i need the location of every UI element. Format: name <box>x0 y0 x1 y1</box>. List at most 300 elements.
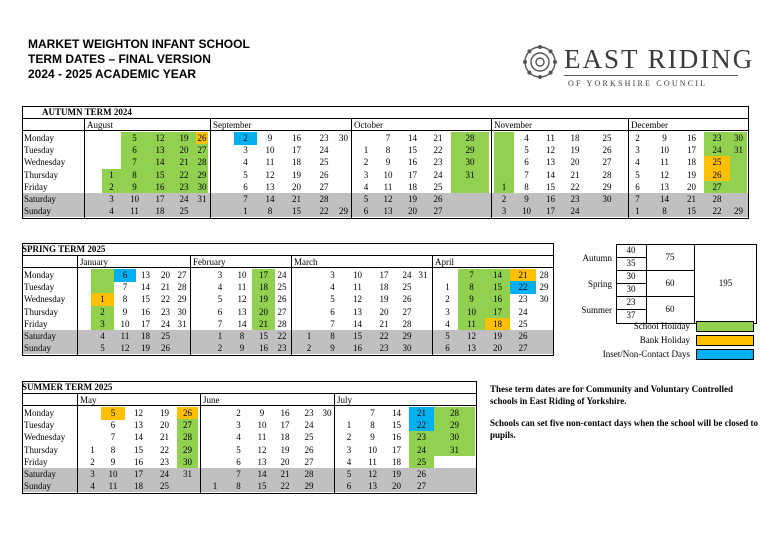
date-cell: 20 <box>379 306 389 317</box>
date-cell: 27 <box>304 456 314 467</box>
date-cell: 5 <box>217 294 223 305</box>
date-cell: 12 <box>237 294 247 305</box>
date-cell: 3 <box>635 145 640 156</box>
date-cell: 8 <box>385 145 391 156</box>
date-cell: 7 <box>635 194 640 204</box>
date-cell: 9 <box>330 343 335 354</box>
date-cell: 25 <box>160 481 169 492</box>
date-cell: 8 <box>132 169 137 180</box>
month-label-august: August <box>87 120 114 130</box>
legend-label: Bank Holiday <box>639 335 690 345</box>
date-cell: 13 <box>353 306 362 317</box>
date-cell: 25 <box>433 181 443 192</box>
date-cell: 8 <box>236 481 241 492</box>
date-cell: 28 <box>465 133 475 143</box>
date-cell: 11 <box>353 282 362 293</box>
date-cell: 30 <box>465 157 475 168</box>
date-cell: 6 <box>363 206 369 217</box>
date-cell: 1 <box>346 420 352 431</box>
date-cell: 31 <box>734 145 743 156</box>
date-cell: 23 <box>712 133 722 143</box>
date-cell: 23 <box>304 408 314 418</box>
date-cell: 15 <box>134 444 143 455</box>
date-cell: 13 <box>237 306 247 317</box>
logo-subtitle: OF YORKSHIRE COUNCIL <box>568 79 708 88</box>
date-cell: 18 <box>408 181 417 192</box>
date-cell: 1 <box>243 206 248 217</box>
date-cell: 22 <box>161 294 170 305</box>
date-cell: 4 <box>524 133 529 143</box>
summary-term-total: 60 <box>665 278 675 288</box>
date-cell: 19 <box>687 169 696 180</box>
date-cell: 24 <box>161 318 170 329</box>
date-cell: 4 <box>635 157 640 168</box>
month-divider <box>432 256 433 355</box>
date-cell: 9 <box>662 133 667 143</box>
date-cell: 17 <box>292 145 301 156</box>
date-cell: 13 <box>265 181 275 192</box>
highlight-h <box>451 181 489 194</box>
highlight-h <box>91 281 114 294</box>
date-cell: 22 <box>280 481 290 492</box>
date-cell: 20 <box>687 181 696 192</box>
date-cell: 20 <box>408 206 417 217</box>
date-cell: 9 <box>370 432 375 443</box>
date-cell: 11 <box>257 432 267 443</box>
date-cell: 28 <box>319 194 329 204</box>
date-cell: 26 <box>712 169 722 180</box>
day-label-thursday: Thursday <box>24 306 58 317</box>
month-label-september: September <box>213 120 252 130</box>
date-cell: 9 <box>469 294 474 305</box>
date-cell: 7 <box>217 318 223 329</box>
date-cell: 11 <box>130 206 139 217</box>
date-cell: 14 <box>392 408 401 418</box>
date-cell: 21 <box>280 469 290 479</box>
date-cell: 11 <box>120 331 130 341</box>
date-cell: 21 <box>259 318 268 329</box>
term-title: AUTUMN TERM 2024 <box>42 107 132 117</box>
date-cell: 29 <box>177 294 187 305</box>
date-cell: 21 <box>179 157 189 168</box>
date-cell: 28 <box>602 169 612 180</box>
date-cell: 18 <box>259 282 268 293</box>
day-label-friday: Friday <box>24 181 48 192</box>
date-cell: 9 <box>122 306 128 317</box>
date-cell: 5 <box>110 408 116 418</box>
date-cell: 25 <box>712 157 722 168</box>
date-cell: 23 <box>161 306 170 317</box>
month-divider <box>84 119 85 218</box>
date-cell: 27 <box>402 306 412 317</box>
date-cell: 13 <box>155 145 165 156</box>
date-cell: 4 <box>243 157 248 168</box>
date-cell: 4 <box>346 456 352 467</box>
date-cell: 2 <box>90 456 95 467</box>
date-cell: 24 <box>160 469 169 479</box>
date-cell: 29 <box>465 145 475 156</box>
academic-year: 2024 - 2025 ACADEMIC YEAR <box>28 67 197 81</box>
date-cell: 3 <box>363 169 369 180</box>
summary-term-spring: Spring <box>587 279 612 289</box>
date-cell: 17 <box>155 194 165 204</box>
legend-label: Inset/Non-Contact Days <box>602 349 690 359</box>
date-cell: 3 <box>236 420 241 431</box>
month-label-july: July <box>337 395 353 405</box>
date-cell: 13 <box>383 206 393 217</box>
date-cell: 5 <box>100 343 105 354</box>
date-cell: 21 <box>379 318 389 329</box>
date-cell: 19 <box>141 343 150 354</box>
date-cell: 7 <box>132 157 137 168</box>
date-cell: 19 <box>179 133 189 143</box>
date-cell: 24 <box>433 169 443 180</box>
date-cell: 17 <box>259 270 268 280</box>
date-cell: 12 <box>265 169 275 180</box>
highlight-h <box>730 169 747 182</box>
date-cell: 30 <box>402 343 412 354</box>
date-cell: 1 <box>306 331 312 341</box>
date-cell: 7 <box>236 469 241 479</box>
date-cell: 15 <box>257 481 267 492</box>
date-cell: 20 <box>161 270 170 280</box>
date-cell: 8 <box>110 444 116 455</box>
date-cell: 24 <box>402 270 412 280</box>
date-cell: 8 <box>330 331 335 341</box>
date-cell: 30 <box>197 181 207 192</box>
date-cell: 27 <box>433 206 443 217</box>
date-cell: 1 <box>90 444 95 455</box>
date-cell: 6 <box>635 181 640 192</box>
date-cell: 24 <box>417 444 426 455</box>
date-cell: 14 <box>493 270 502 280</box>
date-cell: 10 <box>467 306 476 317</box>
highlight-h <box>730 156 747 169</box>
date-cell: 27 <box>417 481 426 492</box>
day-label-sunday: Sunday <box>24 206 51 217</box>
date-cell: 31 <box>177 318 187 329</box>
date-cell: 15 <box>392 420 401 431</box>
highlight-h <box>494 132 514 145</box>
date-cell: 2 <box>635 133 640 143</box>
date-cell: 4 <box>236 432 241 443</box>
date-cell: 8 <box>469 282 474 293</box>
date-cell: 16 <box>141 306 150 317</box>
date-cell: 2 <box>363 157 369 168</box>
date-cell: 23 <box>319 133 329 143</box>
date-cell: 22 <box>319 206 329 217</box>
date-cell: 26 <box>319 169 329 180</box>
date-cell: 17 <box>141 318 150 329</box>
date-cell: 16 <box>155 181 165 192</box>
date-cell: 23 <box>160 456 169 467</box>
date-cell: 26 <box>304 444 314 455</box>
date-cell: 10 <box>265 145 275 156</box>
date-cell: 23 <box>518 294 528 305</box>
date-cell: 29 <box>734 206 743 217</box>
day-label-friday: Friday <box>24 456 48 467</box>
date-cell: 28 <box>304 469 314 479</box>
date-cell: 15 <box>141 294 150 305</box>
date-cell: 10 <box>368 444 377 455</box>
date-cell: 16 <box>546 194 555 204</box>
date-cell: 10 <box>660 145 669 156</box>
day-label-tuesday: Tuesday <box>24 282 55 293</box>
date-cell: 23 <box>570 194 580 204</box>
summary-term-summer: Summer <box>581 305 612 315</box>
date-cell: 6 <box>132 145 137 156</box>
date-cell: 19 <box>493 331 502 341</box>
date-cell: 13 <box>257 456 267 467</box>
legend-swatch <box>696 321 754 332</box>
date-cell: 1 <box>217 331 223 341</box>
date-cell: 10 <box>237 270 247 280</box>
date-cell: 22 <box>570 181 580 192</box>
date-cell: 24 <box>570 206 580 217</box>
date-cell: 8 <box>524 181 529 192</box>
date-cell: 12 <box>353 294 362 305</box>
date-cell: 29 <box>539 282 549 293</box>
date-cell: 26 <box>277 294 287 305</box>
date-cell: 16 <box>280 408 290 418</box>
day-label-friday: Friday <box>24 318 48 329</box>
date-cell: 13 <box>660 181 669 192</box>
date-cell: 8 <box>122 294 128 305</box>
date-cell: 13 <box>467 343 476 354</box>
date-cell: 12 <box>134 408 143 418</box>
date-cell: 28 <box>712 194 722 204</box>
date-cell: 26 <box>602 145 612 156</box>
rose-emblem-icon <box>522 44 558 80</box>
date-cell: 2 <box>501 194 507 204</box>
date-cell: 27 <box>197 145 207 156</box>
date-cell: 19 <box>160 408 169 418</box>
summary-half-a: 40 <box>626 245 636 255</box>
date-cell: 2 <box>236 408 241 418</box>
summary-half-b: 35 <box>626 258 636 268</box>
date-cell: 5 <box>445 331 450 341</box>
date-cell: 2 <box>346 432 352 443</box>
date-cell: 30 <box>539 294 549 305</box>
date-cell: 7 <box>110 432 116 443</box>
date-cell: 18 <box>134 481 143 492</box>
date-cell: 29 <box>197 169 207 180</box>
date-cell: 8 <box>370 420 375 431</box>
header-divider <box>22 405 477 406</box>
date-cell: 20 <box>160 420 169 431</box>
date-cell: 24 <box>179 194 189 204</box>
date-cell: 25 <box>602 133 612 143</box>
date-cell: 28 <box>183 432 192 443</box>
date-cell: 7 <box>385 133 391 143</box>
date-cell: 15 <box>353 331 362 341</box>
date-cell: 9 <box>267 133 273 143</box>
date-cell: 13 <box>134 420 143 431</box>
date-cell: 4 <box>90 481 95 492</box>
date-cell: 30 <box>322 408 332 418</box>
date-cell: 17 <box>134 469 143 479</box>
date-cell: 11 <box>546 133 555 143</box>
month-divider <box>491 119 492 218</box>
date-cell: 17 <box>546 206 555 217</box>
date-cell: 6 <box>524 157 529 168</box>
title-divider <box>22 118 749 119</box>
date-cell: 31 <box>450 444 459 455</box>
date-cell: 11 <box>368 456 377 467</box>
date-cell: 8 <box>239 331 245 341</box>
date-cell: 23 <box>417 432 426 443</box>
date-cell: 16 <box>353 343 362 354</box>
date-cell: 30 <box>183 456 192 467</box>
month-label-march: March <box>294 257 318 267</box>
date-cell: 12 <box>467 331 476 341</box>
date-cell: 11 <box>660 157 669 168</box>
date-cell: 6 <box>236 456 241 467</box>
note-scope: These term dates are for Community and Voluntary Controlled schools in East Riding of Yorkshire. <box>490 384 733 406</box>
date-cell: 21 <box>417 408 426 418</box>
date-cell: 3 <box>90 469 95 479</box>
date-cell: 23 <box>277 343 287 354</box>
date-cell: 21 <box>433 133 443 143</box>
date-cell: 14 <box>257 469 267 479</box>
date-cell: 20 <box>392 481 401 492</box>
date-cell: 2 <box>445 294 450 305</box>
date-cell: 13 <box>546 157 555 168</box>
date-cell: 20 <box>280 456 290 467</box>
date-cell: 26 <box>417 469 426 479</box>
date-cell: 11 <box>108 481 118 492</box>
date-cell: 23 <box>179 181 189 192</box>
date-cell: 20 <box>259 306 268 317</box>
date-cell: 22 <box>160 444 169 455</box>
date-cell: 10 <box>353 270 362 280</box>
highlight-h <box>91 269 114 282</box>
highlight-h <box>730 181 747 194</box>
highlight-h <box>494 169 514 182</box>
date-cell: 1 <box>363 145 369 156</box>
date-cell: 4 <box>363 181 369 192</box>
date-cell: 12 <box>383 194 393 204</box>
day-label-sunday: Sunday <box>24 481 51 492</box>
date-cell: 15 <box>493 282 502 293</box>
date-cell: 6 <box>243 181 248 192</box>
date-cell: 16 <box>408 157 417 168</box>
date-cell: 30 <box>602 194 612 204</box>
date-cell: 1 <box>445 282 450 293</box>
date-cell: 26 <box>402 294 412 305</box>
date-cell: 19 <box>570 145 580 156</box>
month-label-november: November <box>494 120 532 130</box>
date-cell: 6 <box>346 481 352 492</box>
date-cell: 27 <box>277 306 287 317</box>
date-cell: 12 <box>120 343 130 354</box>
day-label-thursday: Thursday <box>24 444 58 455</box>
date-cell: 16 <box>292 133 301 143</box>
date-cell: 30 <box>734 133 743 143</box>
date-cell: 14 <box>353 318 362 329</box>
date-cell: 16 <box>493 294 502 305</box>
date-cell: 18 <box>155 206 165 217</box>
date-cell: 14 <box>265 194 275 204</box>
date-cell: 25 <box>319 157 329 168</box>
date-cell: 2 <box>306 343 312 354</box>
date-cell: 7 <box>524 169 529 180</box>
date-cell: 17 <box>493 306 502 317</box>
date-cell: 18 <box>570 133 580 143</box>
date-cell: 18 <box>687 157 696 168</box>
date-cell: 25 <box>161 331 170 341</box>
summary-term-autumn: Autumn <box>582 253 612 263</box>
date-cell: 11 <box>467 318 476 329</box>
summary-half-a: 23 <box>626 297 636 307</box>
header-divider <box>22 267 554 268</box>
date-cell: 2 <box>217 343 223 354</box>
date-cell: 9 <box>132 181 137 192</box>
date-cell: 31 <box>465 169 475 180</box>
date-cell: 5 <box>524 145 529 156</box>
date-cell: 16 <box>687 133 696 143</box>
date-cell: 12 <box>257 444 267 455</box>
date-cell: 9 <box>110 456 116 467</box>
month-divider <box>190 256 191 355</box>
date-cell: 25 <box>277 282 287 293</box>
date-cell: 1 <box>100 294 105 305</box>
date-cell: 29 <box>304 481 314 492</box>
date-cell: 8 <box>662 206 667 217</box>
date-cell: 19 <box>408 194 417 204</box>
date-cell: 10 <box>522 206 531 217</box>
date-cell: 23 <box>433 157 443 168</box>
date-cell: 27 <box>319 181 329 192</box>
date-cell: 4 <box>445 318 450 329</box>
date-cell: 15 <box>408 145 417 156</box>
date-cell: 12 <box>660 169 669 180</box>
date-cell: 22 <box>712 206 722 217</box>
date-cell: 9 <box>524 194 529 204</box>
date-cell: 4 <box>330 282 335 293</box>
date-cell: 15 <box>687 206 696 217</box>
date-cell: 2 <box>109 181 114 192</box>
date-cell: 11 <box>265 157 275 168</box>
date-cell: 12 <box>368 469 377 479</box>
date-cell: 6 <box>217 306 223 317</box>
date-cell: 4 <box>109 206 114 217</box>
date-cell: 18 <box>292 157 301 168</box>
date-cell: 4 <box>100 331 105 341</box>
date-cell: 25 <box>417 456 426 467</box>
day-label-saturday: Saturday <box>24 469 56 479</box>
date-cell: 3 <box>100 318 105 329</box>
date-cell: 17 <box>687 145 696 156</box>
date-cell: 25 <box>179 206 189 217</box>
date-cell: 13 <box>368 481 377 492</box>
summary-half-a: 30 <box>626 271 636 281</box>
date-cell: 26 <box>183 408 192 418</box>
date-cell: 5 <box>363 194 369 204</box>
date-cell: 9 <box>385 157 391 168</box>
date-cell: 10 <box>120 318 130 329</box>
date-cell: 24 <box>518 306 528 317</box>
summary-half-b: 37 <box>626 310 636 320</box>
date-cell: 19 <box>280 444 290 455</box>
date-cell: 16 <box>134 456 143 467</box>
date-cell: 11 <box>383 181 393 192</box>
date-cell: 30 <box>450 432 459 443</box>
date-cell: 21 <box>518 270 528 280</box>
logo-title: EAST RIDING <box>564 44 755 74</box>
date-cell: 14 <box>155 157 165 168</box>
month-divider <box>77 256 78 355</box>
